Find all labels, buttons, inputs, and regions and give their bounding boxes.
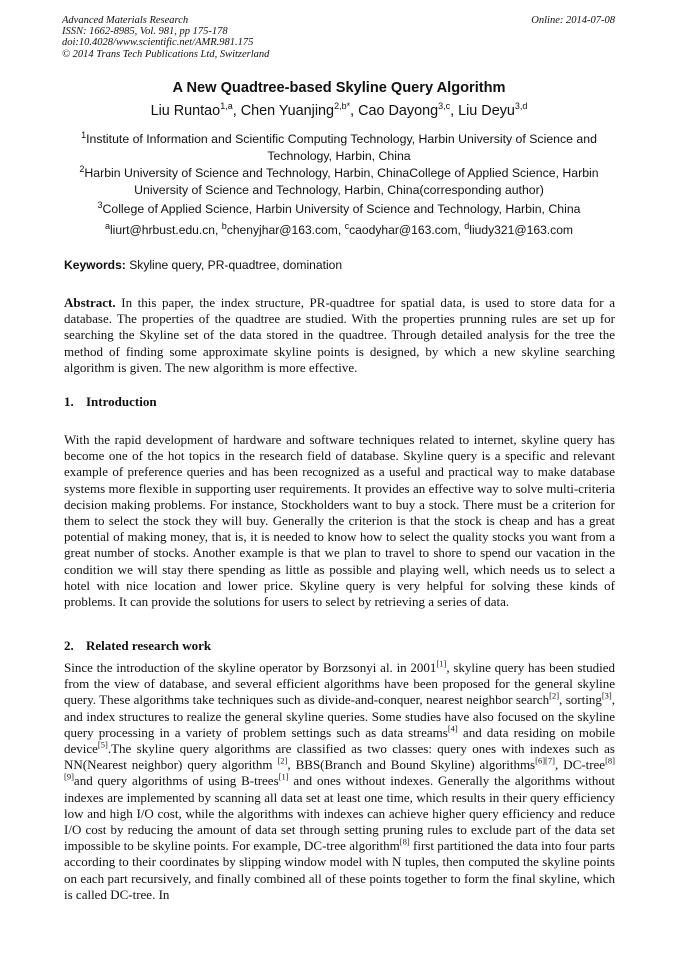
section-heading-related-work: 2. Related research work [64,638,212,653]
citation-ref: [3] [601,691,612,702]
affiliation-2: $^2$Harbin University of Science and Technology, Harbin, ChinaCollege of Applied Science, Harbin University of Science and Technology, Harbin, China(corresponding author) [79,163,599,197]
citation-ref: [2] [277,755,288,766]
email: $^b$chenyjhar@163.com, [221,220,345,237]
paragraph-text: first partitioned the data into four parts according to their coordinates by slipping window model with N tuples, then computed the skyline points on each part recursively, and finally combined all of these points together to form the final skyline, which is called DC-tree. In [64,838,615,902]
keywords-text: Skyline query, PR-quadtree, domination [129,258,343,272]
abstract [64,295,615,376]
author: Chen Yuanjing$^{2,b*}$, [240,101,359,119]
author: Liu Runtao$^{1,a}$, [150,101,241,119]
citation-ref: [4] [447,723,458,734]
introduction-paragraph: With the rapid development of hardware and software techniques related to internet, skyline query has become one of the hot topics in the research field of database. Skyline query is a specific and relevant example of preference queries and has been recognized as a useful and practical way to make database systems more flexible in supporting user requirements. It provides an effective way to solve multi-criteria decision making problems. For instance, Stockholders want to buy a stock. There must be a criterion for them to select the stock they will buy. Generally the criterion is that the stock is cheap and has a great potential of making money, that is, it is needed to know how to select the quality stocks you want from a great number of stocks. Another example is that we plan to travel to shore to spend our vacation in the condition we will stay there spending as little as possible and playing well, which needs us to select a hotel with nice location and lower price. Skyline query is very helpful for solving these kinds of problems. It can provide the solutions for users to select by retrieving a series of data. [64,432,615,610]
journal-name: Advanced Materials Research [62,15,189,26]
related-work-paragraph [64,660,615,903]
paragraph-text: , sorting [559,692,602,708]
author: Liu Deyu$^{3,d}$ [458,101,528,119]
paragraph-text: , BBS(Branch and Bound Skyline) algorithms [287,757,536,773]
doi-line: doi:10.4028/www.scientific.net/AMR.981.175 [62,37,254,49]
online-date: Online: 2014-07-08 [531,15,615,26]
citation-ref: [8] [399,836,410,847]
paragraph-text: and query algorithms of using B-trees [73,773,279,789]
citation-ref: [8][9] [64,755,615,783]
email-list [0,220,678,237]
paragraph-text: , and index structures to realize the general skyline queries. Some studies have also focused on the skyline query processing in a variety of problem settings such as data streams [64,692,615,740]
keywords-label: Keywords: [64,258,126,272]
affiliation-1: $^1$Institute of Information and Scientific Computing Technology, Harbin University of Science and Technology, Harbin, China [81,129,597,163]
citation-ref: [2] [549,691,560,702]
keywords [64,258,342,272]
paragraph-text: and ones without indexes. Generally the algorithms without indexes are implemented by scanning all data set at least one time, which results in their query efficiency low and high I/O cost, while the algorithms with indexes can achieve higher query efficiency and reduce I/O cost by reducing the amount of data set through setting pruning rules to exclude part of the data set impossible to be skyline points. For example, DC-tree algorithm [64,773,616,854]
copyright-line: © 2014 Trans Tech Publications Ltd, Switzerland [62,48,270,60]
paragraph-text: , DC-tree [554,757,606,773]
author: Cao Dayong$^{3,c}$, [358,101,459,119]
author-list [0,103,678,119]
paragraph-text: and data residing on mobile device [64,724,615,757]
section-heading-introduction: 1. Introduction [64,394,157,409]
email: $^c$caodyhar@163.com, [344,220,465,237]
abstract-text: In this paper, the index structure, PR-quadtree for spatial data, is used to store data for a database. The properties of the quadtree are studied. With the properties prunning rules are set up for searching the Skyline set of the data stored in the quadtree. Through detailed analysis for the tree the method of finding some approximate skyline points is designed, by which a new skyline searching algorithm is given. The new algorithm is more effective. [64,295,615,375]
paragraph-text: .The skyline query algorithms are classified as two classes: query ones with indexes such as NN(Nearest neighbor) query algorithm [64,741,615,773]
paper-title: A New Quadtree-based Skyline Query Algorithm [172,80,506,96]
citation-ref: [5] [97,739,108,750]
email: $^a$liurt@hrbust.edu.cn, [104,220,222,237]
citation-ref: [1] [436,658,447,669]
email: $^d$liudy321@163.com [464,220,574,237]
issn-line: ISSN: 1662-8985, Vol. 981, pp 175-178 [62,26,228,38]
abstract-label: Abstract. [64,295,116,310]
journal-header [62,15,618,60]
citation-ref: [6][7] [535,755,555,766]
paragraph-text: , skyline query has been studied from the view of database, and several efficient algorithms have been proposed for the general skyline query. These algorithms take techniques such as divide-and-conquer, nearest neighbor search [64,660,615,708]
paragraph-text: Since the introduction of the skyline operator by Borzsonyi al. in 2001 [64,660,437,675]
citation-ref: [1] [278,772,289,783]
affiliation-3: $^3$College of Applied Science, Harbin University of Science and Technology, Harbin, China [97,199,581,216]
